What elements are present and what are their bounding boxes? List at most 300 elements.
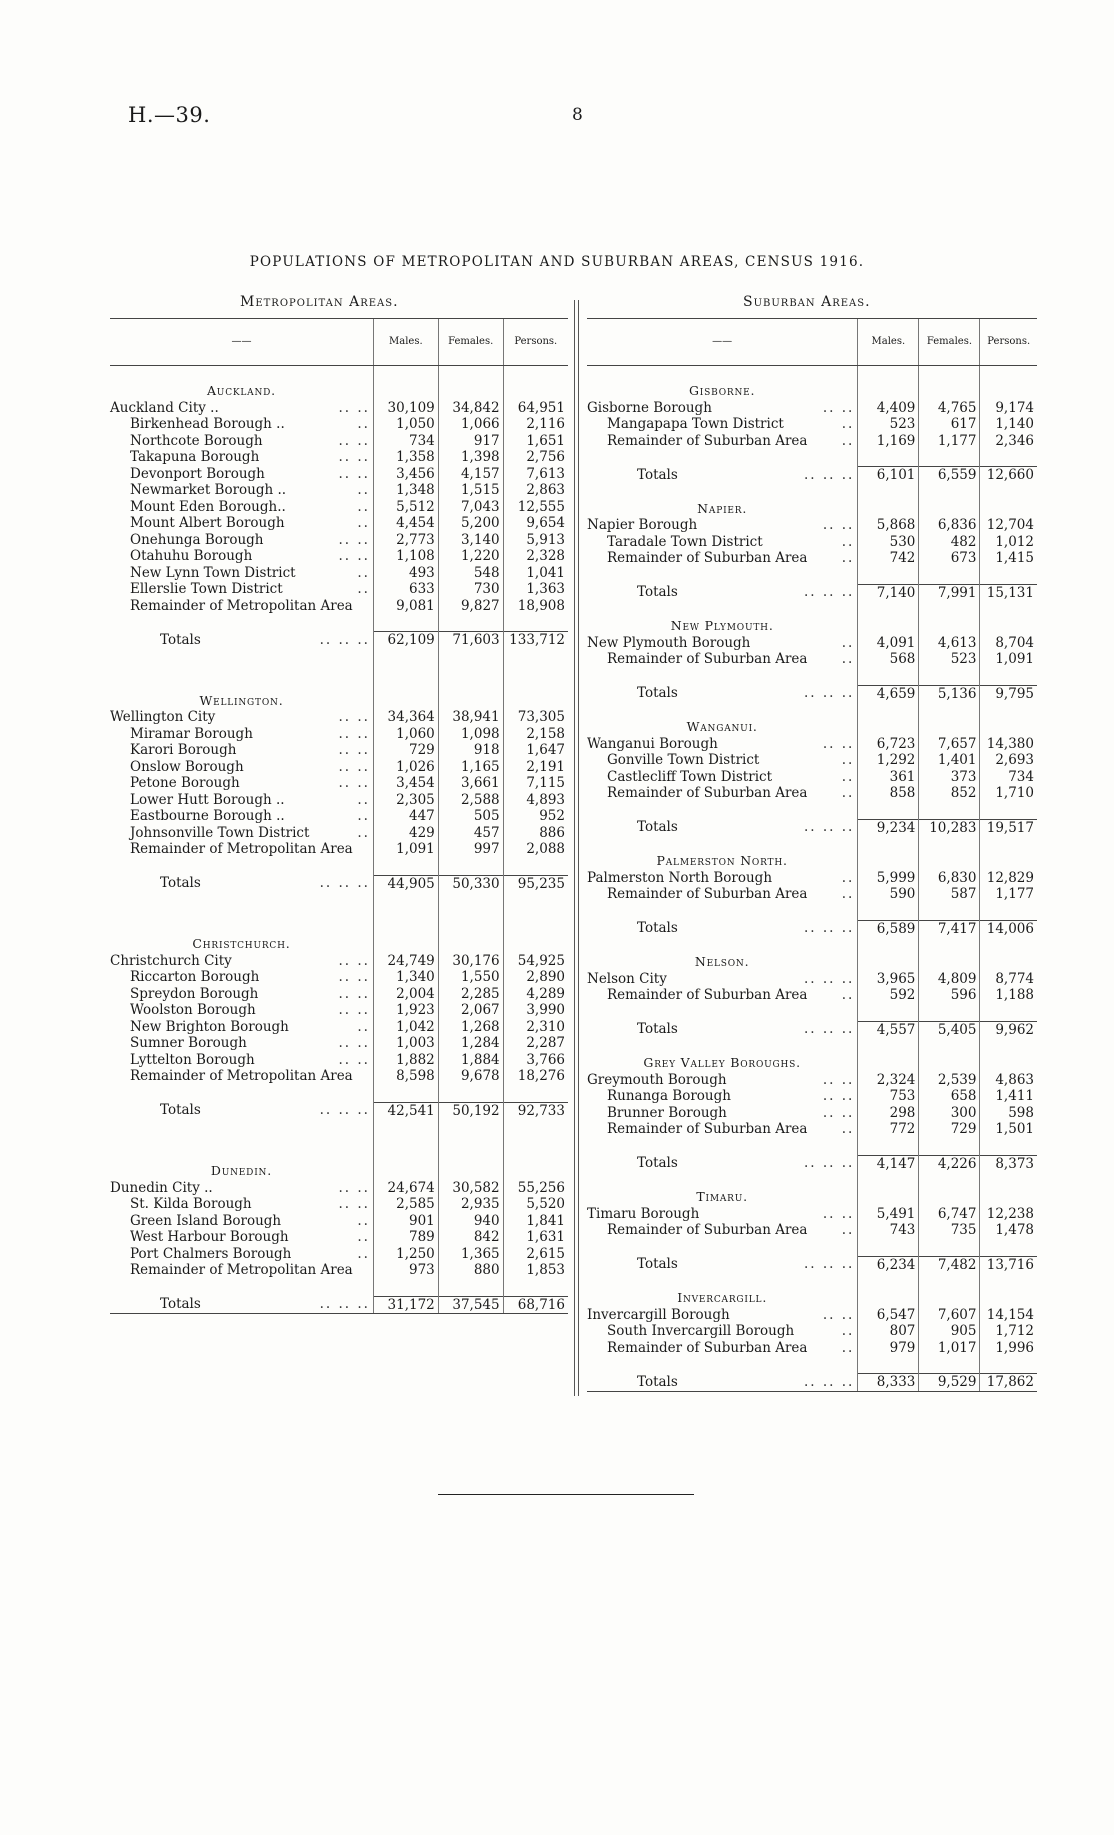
table-row (587, 769, 1037, 786)
males-value: 1,923 (373, 1002, 438, 1019)
area-name (587, 769, 858, 786)
spacer-cell (110, 858, 373, 876)
area-name (587, 987, 858, 1004)
persons-value: 12,238 (980, 1206, 1037, 1223)
spacer-cell (919, 937, 980, 954)
females-value: 5,200 (438, 515, 503, 532)
table-row (110, 775, 568, 792)
spacer-cell (980, 1356, 1037, 1374)
area-name-text: Petone Borough (130, 775, 240, 791)
spacer-cell (980, 366, 1037, 384)
leader-dots: .. (357, 515, 370, 531)
region-name: Napier. (697, 500, 748, 516)
area-name (110, 482, 373, 499)
persons-value: 2,287 (503, 1035, 568, 1052)
persons-total: 19,517 (980, 819, 1037, 836)
empty-cell (373, 383, 438, 400)
spacer-cell (373, 858, 438, 876)
leader-dots: .. .. (338, 1002, 370, 1018)
females-value: 1,177 (919, 433, 980, 450)
spacer-cell (858, 668, 919, 686)
area-name (587, 517, 858, 534)
spacer-cell (373, 892, 438, 936)
persons-value: 1,841 (503, 1213, 568, 1230)
leader-dots: .. .. .. (319, 1102, 370, 1119)
area-name (110, 581, 373, 598)
area-name (110, 709, 373, 726)
empty-cell (980, 1290, 1037, 1307)
spacer-cell (919, 1172, 980, 1189)
spacer-cell (587, 1273, 858, 1290)
males-total: 42,541 (373, 1102, 438, 1119)
spacer-cell (110, 649, 373, 693)
area-name-text: Taradale Town District (607, 533, 763, 550)
leader-dots: .. .. .. (319, 631, 370, 648)
totals-row (587, 1256, 1037, 1273)
area-name-text: New Brighton Borough (130, 1018, 289, 1035)
spacer-row (110, 649, 568, 693)
spacer-cell (858, 1038, 919, 1055)
leader-dots: .. .. (338, 758, 370, 775)
spacer-row (587, 1004, 1037, 1022)
area-name (110, 433, 373, 450)
females-value: 596 (919, 987, 980, 1004)
spacer-cell (919, 1004, 980, 1022)
females-value: 1,284 (438, 1035, 503, 1052)
spacer-row (110, 1119, 568, 1163)
table-row (110, 726, 568, 743)
totals-label (587, 1256, 858, 1273)
males-value: 24,674 (373, 1180, 438, 1197)
spacer-cell (438, 1085, 503, 1103)
females-value: 918 (438, 742, 503, 759)
spacer-cell (858, 1138, 919, 1156)
leader-dots: .. (841, 1323, 855, 1339)
males-value: 2,004 (373, 986, 438, 1003)
persons-value: 598 (980, 1105, 1037, 1122)
leader-dots: .. .. (338, 952, 370, 969)
spacer-cell (587, 366, 858, 384)
males-value: 734 (373, 433, 438, 450)
empty-cell (980, 383, 1037, 400)
table-row (587, 886, 1037, 903)
females-value: 30,582 (438, 1180, 503, 1197)
area-name (110, 775, 373, 792)
area-name (110, 808, 373, 825)
females-value: 505 (438, 808, 503, 825)
totals-row (110, 875, 568, 892)
leader-dots: .. .. (822, 1088, 855, 1104)
totals-label-text: Totals (637, 685, 678, 702)
persons-value: 54,925 (503, 953, 568, 970)
table-row (587, 785, 1037, 802)
spacer-cell (919, 1273, 980, 1290)
area-name (587, 971, 858, 988)
persons-value: 1,415 (980, 550, 1037, 567)
leader-dots: .. .. (338, 465, 370, 482)
males-total: 44,905 (373, 875, 438, 892)
males-value: 3,456 (373, 466, 438, 483)
males-value: 2,305 (373, 792, 438, 809)
area-name (587, 752, 858, 769)
spacer-cell (587, 484, 858, 501)
page-number: 8 (572, 105, 583, 125)
region-row (587, 1189, 1037, 1206)
spacer-cell (858, 1004, 919, 1022)
leader-dots: .. .. .. (803, 1021, 855, 1038)
totals-label-text: Totals (637, 1373, 678, 1390)
leader-dots: .. .. .. (803, 920, 855, 937)
persons-value: 2,863 (503, 482, 568, 499)
females-value: 1,515 (438, 482, 503, 499)
leader-dots: .. (357, 808, 370, 824)
spacer-cell (858, 836, 919, 853)
area-name-text: Sumner Borough (130, 1035, 247, 1051)
spacer-cell (858, 1356, 919, 1374)
suburban-table (587, 318, 1037, 1392)
spacer-cell (438, 649, 503, 693)
leader-dots: .. .. .. (803, 970, 855, 987)
leader-dots: .. (357, 416, 370, 432)
region-row (587, 383, 1037, 400)
empty-cell (503, 1163, 568, 1180)
empty-cell (919, 954, 980, 971)
empty-cell (858, 383, 919, 400)
totals-row (587, 920, 1037, 937)
table-row (110, 953, 568, 970)
table-row (110, 825, 568, 842)
spacer-cell (587, 668, 858, 686)
females-value: 1,165 (438, 759, 503, 776)
spacer-row (110, 892, 568, 936)
table-header-row (110, 319, 568, 366)
empty-cell (438, 936, 503, 953)
females-total: 50,330 (438, 875, 503, 892)
table-row (110, 598, 568, 615)
area-name-text: Nelson City (587, 970, 667, 987)
females-value: 9,827 (438, 598, 503, 615)
persons-total: 9,795 (980, 685, 1037, 702)
spacer-cell (587, 903, 858, 921)
table-row (110, 969, 568, 986)
leader-dots: .. .. (338, 449, 370, 465)
males-value: 4,091 (858, 635, 919, 652)
males-value: 2,324 (858, 1072, 919, 1089)
empty-cell (858, 501, 919, 518)
males-value: 742 (858, 550, 919, 567)
area-name (587, 1105, 858, 1122)
area-name-text: Mount Eden Borough.. (130, 498, 286, 515)
totals-label-text: Totals (637, 920, 678, 937)
females-value: 1,550 (438, 969, 503, 986)
totals-label (110, 875, 373, 892)
leader-dots: .. (841, 1339, 855, 1356)
persons-value: 1,712 (980, 1323, 1037, 1340)
area-name (110, 759, 373, 776)
females-value: 3,661 (438, 775, 503, 792)
spacer-cell (980, 1004, 1037, 1022)
males-total: 8,333 (858, 1374, 919, 1392)
table-row (587, 1206, 1037, 1223)
empty-cell (858, 719, 919, 736)
table-row (110, 400, 568, 417)
table-row (587, 1222, 1037, 1239)
area-name (110, 1213, 373, 1230)
leader-dots: .. .. .. (803, 584, 855, 601)
table-row (110, 482, 568, 499)
table-row (110, 548, 568, 565)
persons-column-header: Persons. (503, 319, 568, 366)
persons-value: 3,990 (503, 1002, 568, 1019)
area-name-text: West Harbour Borough (130, 1229, 289, 1245)
area-name-text: Remainder of Suburban Area (607, 432, 808, 449)
table-row (587, 534, 1037, 551)
spacer-cell (438, 858, 503, 876)
table-row (110, 515, 568, 532)
area-name-text: Palmerston North Borough (587, 869, 773, 886)
spacer-cell (587, 567, 858, 585)
table-row (110, 1196, 568, 1213)
females-value: 852 (919, 785, 980, 802)
spacer-cell (503, 1119, 568, 1163)
leader-dots: .. (841, 416, 855, 432)
region-name: Auckland. (206, 383, 276, 398)
leader-dots: .. (841, 752, 855, 768)
females-value: 7,043 (438, 499, 503, 516)
spacer-cell (587, 702, 858, 719)
area-name-text: Wellington City (110, 709, 216, 725)
totals-label (587, 1155, 858, 1172)
empty-cell (919, 1055, 980, 1072)
empty-cell (438, 383, 503, 400)
table-row (110, 1002, 568, 1019)
empty-cell (919, 618, 980, 635)
totals-label-text: Totals (160, 631, 201, 648)
area-name (587, 416, 858, 433)
table-row (587, 1105, 1037, 1122)
persons-value: 1,140 (980, 416, 1037, 433)
persons-value: 2,346 (980, 433, 1037, 450)
area-name-text: South Invercargill Borough (607, 1323, 795, 1339)
persons-value: 1,996 (980, 1340, 1037, 1357)
females-value: 1,884 (438, 1052, 503, 1069)
area-name (110, 416, 373, 433)
region-row (587, 853, 1037, 870)
persons-value: 1,177 (980, 886, 1037, 903)
persons-column-header: Persons. (980, 319, 1037, 366)
table-row (110, 808, 568, 825)
area-name (110, 1068, 373, 1085)
persons-value: 2,328 (503, 548, 568, 565)
leader-dots: .. .. (822, 1071, 855, 1088)
area-name-text: Lyttelton Borough (130, 1051, 255, 1068)
persons-value: 1,631 (503, 1229, 568, 1246)
persons-value: 1,411 (980, 1088, 1037, 1105)
leader-dots: .. .. .. (803, 685, 855, 702)
persons-value: 5,520 (503, 1196, 568, 1213)
females-value: 735 (919, 1222, 980, 1239)
totals-label-text: Totals (637, 1021, 678, 1038)
persons-value: 73,305 (503, 709, 568, 726)
males-value: 530 (858, 534, 919, 551)
area-name (587, 1206, 858, 1223)
males-value: 493 (373, 565, 438, 582)
empty-cell (503, 383, 568, 400)
area-name-text: New Plymouth Borough (587, 634, 751, 651)
leader-dots: .. .. .. (319, 875, 370, 892)
males-value: 298 (858, 1105, 919, 1122)
spacer-cell (858, 1239, 919, 1257)
area-name-text: Johnsonville Town District (130, 824, 310, 841)
females-value: 587 (919, 886, 980, 903)
persons-total: 15,131 (980, 584, 1037, 601)
table-row (587, 1323, 1037, 1340)
spacer-cell (980, 668, 1037, 686)
area-name (110, 1052, 373, 1069)
males-value: 4,409 (858, 400, 919, 417)
leader-dots: .. .. (338, 969, 370, 985)
area-name-text: Lower Hutt Borough .. (130, 791, 285, 808)
area-name (110, 1229, 373, 1246)
leader-dots: .. .. .. (803, 1256, 855, 1273)
footer-rule (438, 1494, 694, 1495)
persons-value: 2,116 (503, 416, 568, 433)
totals-label-text: Totals (637, 466, 678, 483)
spacer-cell (858, 1273, 919, 1290)
totals-label (110, 1102, 373, 1119)
spacer-cell (858, 802, 919, 820)
persons-value: 55,256 (503, 1180, 568, 1197)
area-name-text: Remainder of Suburban Area (607, 651, 808, 667)
males-value: 1,108 (373, 548, 438, 565)
persons-value: 2,191 (503, 759, 568, 776)
area-name (110, 1246, 373, 1263)
area-name-text: Remainder of Suburban Area (607, 987, 808, 1003)
females-value: 1,220 (438, 548, 503, 565)
persons-value: 12,704 (980, 517, 1037, 534)
area-name (110, 1180, 373, 1197)
males-total: 6,101 (858, 467, 919, 484)
leader-dots: .. .. (338, 399, 370, 416)
leader-dots: .. .. .. (803, 819, 855, 836)
spacer-cell (919, 1356, 980, 1374)
area-name (110, 449, 373, 466)
males-value: 3,965 (858, 971, 919, 988)
metropolitan-body (110, 366, 568, 1314)
table-row (587, 1088, 1037, 1105)
area-name-text: Takapuna Borough (130, 449, 260, 465)
spacer-cell (858, 366, 919, 384)
females-total: 7,482 (919, 1256, 980, 1273)
spacer-cell (919, 702, 980, 719)
spacer-cell (858, 1172, 919, 1189)
table-row (587, 870, 1037, 887)
area-name-text: Gisborne Borough (587, 399, 712, 416)
column-divider (574, 300, 579, 1396)
table-row (587, 635, 1037, 652)
table-row (110, 1246, 568, 1263)
area-name (587, 400, 858, 417)
leader-dots: .. (357, 824, 370, 841)
spacer-cell (919, 449, 980, 467)
males-value: 789 (373, 1229, 438, 1246)
females-value: 4,765 (919, 400, 980, 417)
males-value: 523 (858, 416, 919, 433)
spacer-cell (980, 1239, 1037, 1257)
females-column-header: Females. (919, 319, 980, 366)
spacer-cell (980, 937, 1037, 954)
males-value: 9,081 (373, 598, 438, 615)
females-total: 7,991 (919, 584, 980, 601)
totals-row (587, 1021, 1037, 1038)
males-total: 6,234 (858, 1256, 919, 1273)
region-name: Palmerston North. (656, 853, 788, 868)
table-row (587, 416, 1037, 433)
leader-dots: .. .. (822, 517, 855, 533)
females-value: 38,941 (438, 709, 503, 726)
persons-value: 2,310 (503, 1019, 568, 1036)
leader-dots: .. (841, 533, 855, 550)
males-value: 807 (858, 1323, 919, 1340)
empty-cell (503, 936, 568, 953)
leader-dots: .. .. .. (803, 1373, 855, 1390)
females-value: 2,539 (919, 1072, 980, 1089)
leader-dots: .. .. (338, 725, 370, 742)
males-value: 1,003 (373, 1035, 438, 1052)
males-value: 3,454 (373, 775, 438, 792)
area-name (587, 1307, 858, 1324)
spacer-cell (980, 1138, 1037, 1156)
area-name-text: Remainder of Suburban Area (607, 785, 808, 801)
spacer-row (110, 614, 568, 632)
leader-dots: .. (841, 550, 855, 566)
area-name-text: Woolston Borough (130, 1002, 256, 1018)
spacer-cell (980, 836, 1037, 853)
area-name-text: Onehunga Borough (130, 531, 264, 548)
males-value: 568 (858, 651, 919, 668)
spacer-row (587, 903, 1037, 921)
persons-value: 7,115 (503, 775, 568, 792)
spacer-cell (110, 614, 373, 632)
leader-dots: .. (357, 498, 370, 515)
persons-value: 5,913 (503, 532, 568, 549)
spacer-cell (858, 449, 919, 467)
males-value: 1,250 (373, 1246, 438, 1263)
leader-dots: .. .. (822, 735, 855, 752)
table-row (110, 1180, 568, 1197)
females-value: 6,830 (919, 870, 980, 887)
females-value: 1,066 (438, 416, 503, 433)
area-name (587, 1340, 858, 1357)
persons-total: 12,660 (980, 467, 1037, 484)
spacer-cell (980, 449, 1037, 467)
spacer-cell (980, 567, 1037, 585)
spacer-cell (438, 1279, 503, 1297)
totals-label (110, 1296, 373, 1314)
table-row (110, 986, 568, 1003)
area-name (110, 400, 373, 417)
females-value: 457 (438, 825, 503, 842)
empty-cell (919, 1189, 980, 1206)
spacer-cell (919, 668, 980, 686)
area-name-text: Remainder of Suburban Area (607, 1339, 808, 1356)
totals-label (587, 685, 858, 702)
females-total: 10,283 (919, 819, 980, 836)
region-name: Wanganui. (686, 719, 758, 734)
spacer-cell (438, 614, 503, 632)
females-value: 1,268 (438, 1019, 503, 1036)
persons-value: 2,890 (503, 969, 568, 986)
